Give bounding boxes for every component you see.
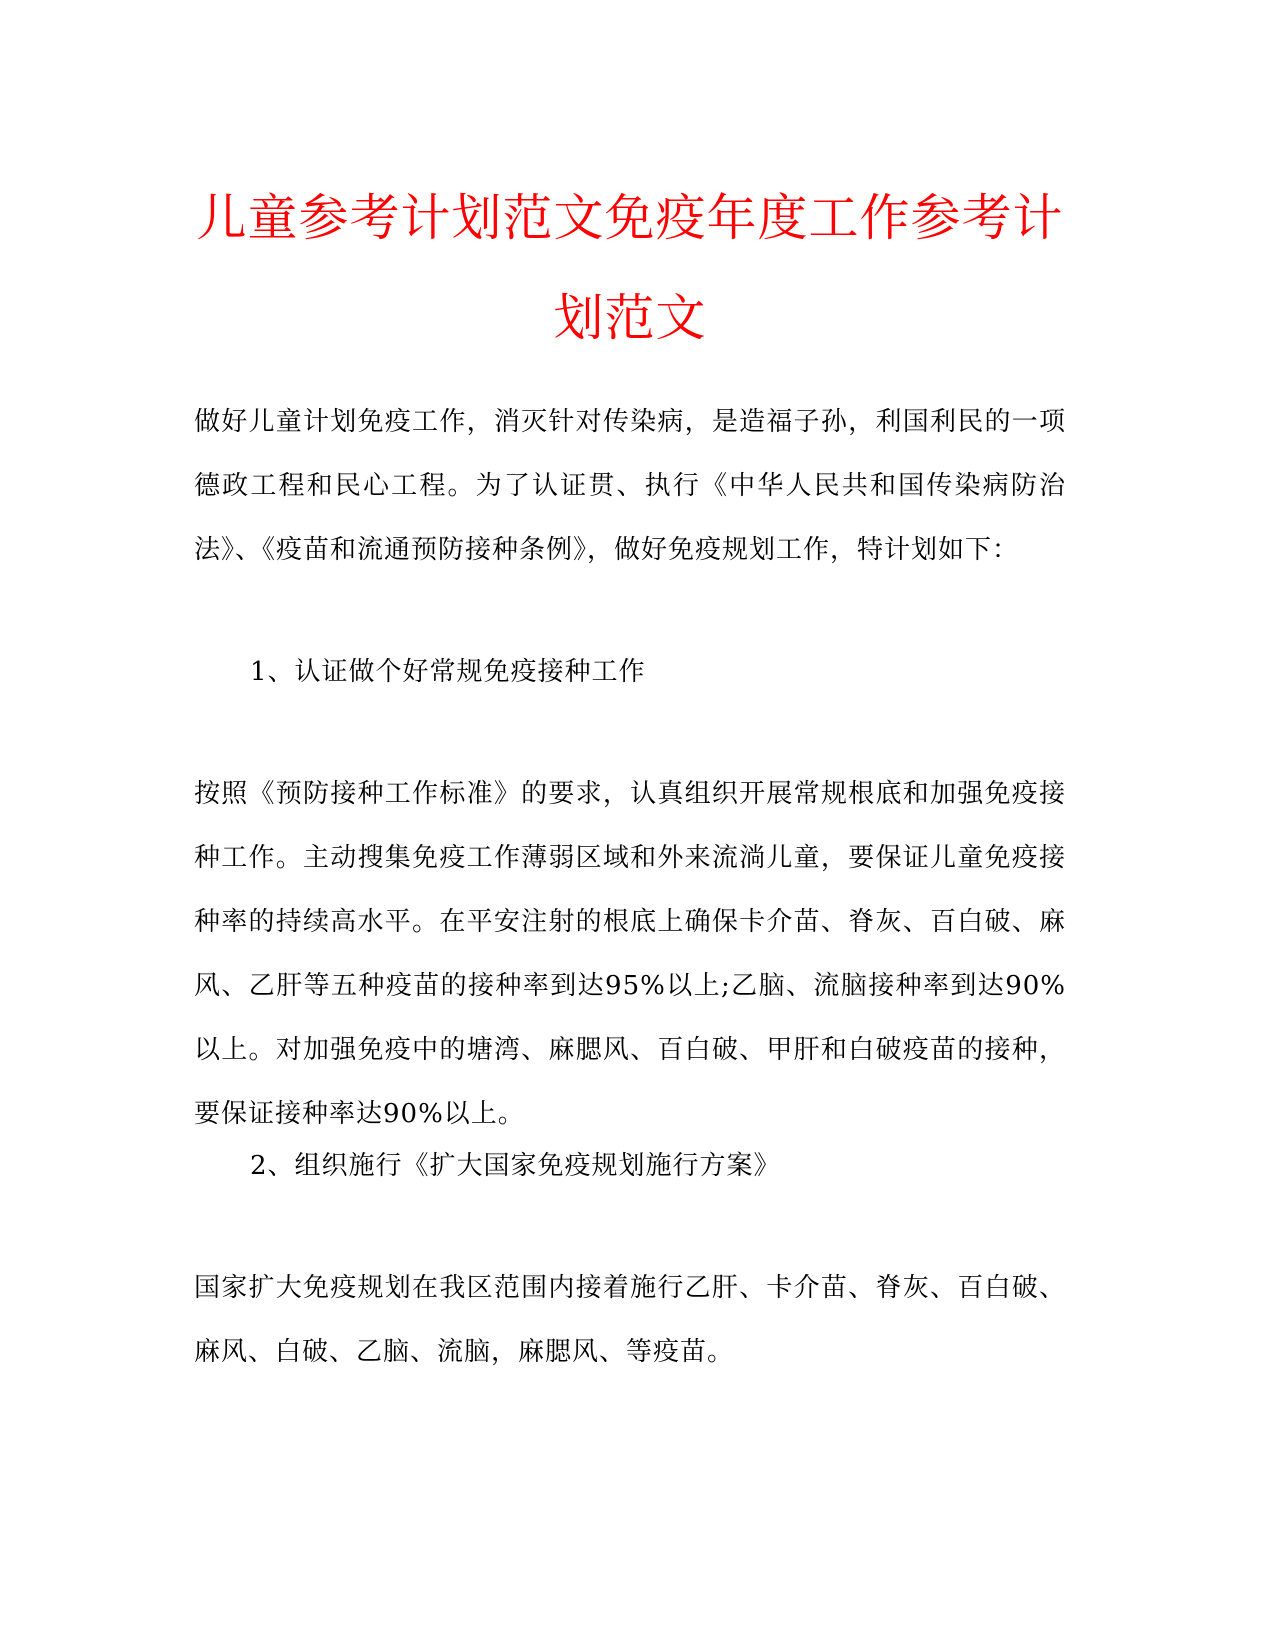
section-2-paragraph: 国家扩大免疫规划在我区范围内接着施行乙肝、卡介苗、脊灰、百白破、麻风、白破、乙脑、流脑，麻腮风、等疫苗。 [194, 1273, 1066, 1367]
intro-paragraph: 做好儿童计划免疫工作，消灭针对传染病，是造福子孙，利国利民的一项德政工程和民心工程。为了认证贯、执行《中华人民共和国传染病防治法》、《疫苗和流通预防接种条例》，做好免疫规划工作，特计划如下： [194, 407, 1066, 565]
section-heading-1: 1、认证做个好常规免疫接种工作 [250, 657, 646, 687]
section-1-paragraph: 按照《预防接种工作标准》的要求，认真组织开展常规根底和加强免疫接种工作。主动搜集免疫工作薄弱区域和外来流淌儿童，要保证儿童免疫接种率的持续高水平。在平安注射的根底上确保卡介苗、脊灰、百白破、麻风、乙肝等五种疫苗的接种率到达95%以上;乙脑、流脑接种率到达90%以上。对加强免疫中的塘湾、麻腮风、百白破、甲肝和白破疫苗的接种，要保证接种率达90%以上。 [194, 779, 1066, 1129]
section-heading-2: 2、组织施行《扩大国家免疫规划施行方案》 [250, 1151, 781, 1181]
document-title: 儿童参考计划范文免疫年度工作参考计划范文 [196, 189, 1064, 347]
